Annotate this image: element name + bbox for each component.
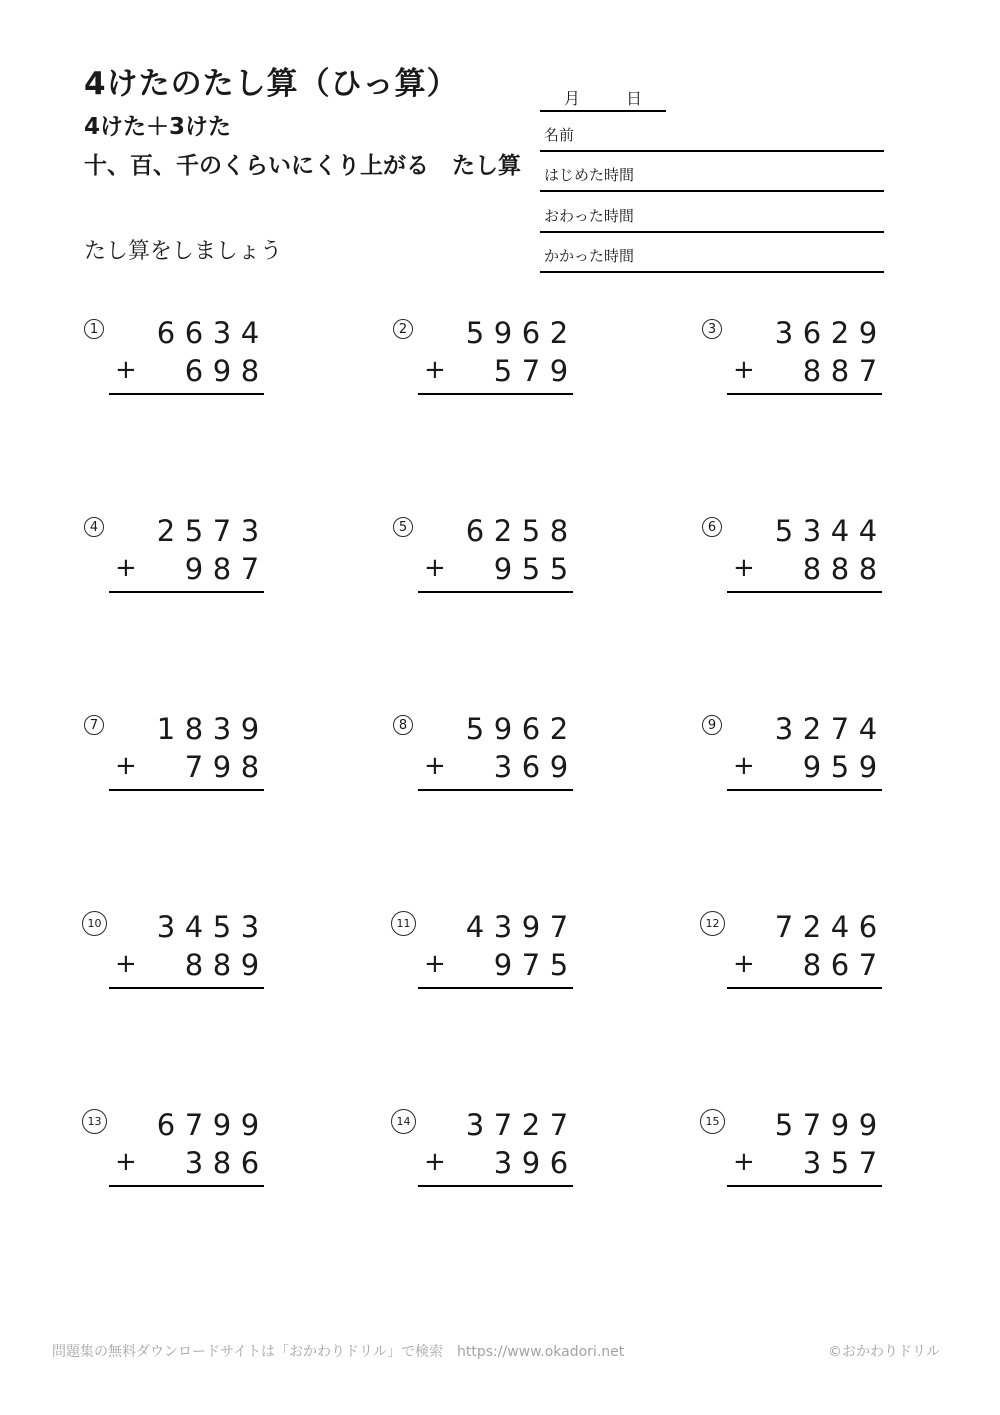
operand-digit: 2	[549, 711, 569, 746]
problem-calc	[109, 314, 264, 395]
operand-digit: 8	[802, 947, 822, 982]
problem-number: 8	[393, 715, 413, 735]
operand-digit: 6	[184, 353, 204, 388]
page-footer	[52, 1341, 940, 1361]
operand-digit: 8	[802, 551, 822, 586]
operand-digit: 7	[858, 1145, 878, 1180]
operand-digit: 3	[465, 1107, 485, 1142]
problems-grid	[84, 314, 882, 1187]
operand-digit: 3	[493, 1145, 513, 1180]
operand-digit: 5	[521, 551, 541, 586]
plus-operator: +	[733, 355, 755, 385]
plus-operator: +	[733, 949, 755, 979]
operand-digit: 5	[830, 749, 850, 784]
operand-digit: 3	[212, 315, 232, 350]
top-operand	[109, 1106, 264, 1144]
operand-digit: 9	[858, 315, 878, 350]
operand-digit: 5	[521, 513, 541, 548]
operand-digit: 6	[184, 315, 204, 350]
operand-digit: 5	[465, 315, 485, 350]
top-operand	[727, 1106, 882, 1144]
operand-digit: 7	[858, 353, 878, 388]
operand-digit: 9	[240, 947, 260, 982]
top-operand	[418, 314, 573, 352]
operand-digit: 9	[858, 749, 878, 784]
problem-number: 7	[84, 715, 104, 735]
operand-digit: 9	[240, 711, 260, 746]
operand-digit: 5	[830, 1145, 850, 1180]
operand-digit: 9	[212, 749, 232, 784]
operand-digit: 6	[549, 1145, 569, 1180]
operand-digit: 6	[858, 909, 878, 944]
operand-digit: 6	[521, 749, 541, 784]
addition-problem	[702, 1106, 882, 1187]
footer-copyright: ©おかわりドリル	[828, 1344, 940, 1360]
addition-problem	[393, 512, 573, 593]
operand-digit: 8	[212, 1145, 232, 1180]
top-operand	[109, 908, 264, 946]
bottom-operand	[418, 352, 573, 390]
month-label: 月	[563, 88, 580, 108]
bottom-operand	[418, 550, 573, 588]
operand-digit: 8	[184, 947, 204, 982]
operand-digit: 2	[521, 1107, 541, 1142]
operand-digit: 7	[240, 551, 260, 586]
operand-digit: 3	[802, 1145, 822, 1180]
problem-calc	[418, 1106, 573, 1187]
problem-calc	[727, 710, 882, 791]
problem-calc	[109, 1106, 264, 1187]
top-operand	[418, 710, 573, 748]
operand-digit: 5	[212, 909, 232, 944]
operand-digit: 9	[830, 1107, 850, 1142]
operand-digit: 9	[493, 315, 513, 350]
bottom-operand	[727, 352, 882, 390]
operand-digit: 6	[830, 947, 850, 982]
operand-digit: 2	[830, 315, 850, 350]
operand-digit: 3	[493, 909, 513, 944]
operand-digit: 3	[212, 711, 232, 746]
problem-number: 1	[84, 319, 104, 339]
operand-digit: 2	[156, 513, 176, 548]
problem-calc	[418, 908, 573, 989]
addition-problem	[393, 908, 573, 989]
operand-digit: 5	[774, 513, 794, 548]
problem-number: 5	[393, 517, 413, 537]
addition-problem	[702, 710, 882, 791]
bottom-operand	[109, 352, 264, 390]
bottom-operand	[418, 748, 573, 786]
operand-digit: 7	[493, 1107, 513, 1142]
operand-digit: 4	[858, 513, 878, 548]
bottom-operand	[109, 550, 264, 588]
plus-operator: +	[733, 751, 755, 781]
operand-digit: 3	[493, 749, 513, 784]
operand-digit: 7	[549, 1107, 569, 1142]
operand-digit: 5	[184, 513, 204, 548]
operand-digit: 6	[156, 315, 176, 350]
footer-site-note: 問題集の無料ダウンロードサイトは「おかわりドリル」で検索 https://www.okadori.net	[52, 1344, 625, 1360]
bottom-operand	[727, 946, 882, 984]
problem-number: 13	[82, 1109, 107, 1134]
top-operand	[109, 512, 264, 550]
operand-digit: 2	[493, 513, 513, 548]
plus-operator: +	[115, 1147, 137, 1177]
day-label: 日	[626, 88, 643, 108]
bottom-operand	[727, 1144, 882, 1182]
operand-digit: 7	[184, 749, 204, 784]
bottom-operand	[109, 946, 264, 984]
operand-digit: 4	[184, 909, 204, 944]
top-operand	[109, 710, 264, 748]
addition-problem	[84, 710, 264, 791]
addition-problem	[702, 314, 882, 395]
operand-digit: 8	[830, 353, 850, 388]
problem-calc	[109, 710, 264, 791]
plus-operator: +	[424, 355, 446, 385]
operand-digit: 8	[549, 513, 569, 548]
operand-digit: 7	[802, 1107, 822, 1142]
problem-number: 15	[700, 1109, 725, 1134]
operand-digit: 6	[802, 315, 822, 350]
operand-digit: 3	[156, 909, 176, 944]
problem-calc	[727, 314, 882, 395]
operand-digit: 9	[240, 1107, 260, 1142]
operand-digit: 3	[774, 315, 794, 350]
addition-problem	[393, 1106, 573, 1187]
addition-problem	[702, 908, 882, 989]
operand-digit: 7	[830, 711, 850, 746]
start-time-field[interactable]	[540, 161, 884, 192]
operand-digit: 9	[493, 947, 513, 982]
plus-operator: +	[115, 949, 137, 979]
bottom-operand	[418, 1144, 573, 1182]
bottom-operand	[109, 1144, 264, 1182]
operand-digit: 7	[858, 947, 878, 982]
operand-digit: 9	[184, 551, 204, 586]
operand-digit: 7	[521, 353, 541, 388]
plus-operator: +	[115, 751, 137, 781]
operand-digit: 5	[774, 1107, 794, 1142]
bottom-operand	[418, 946, 573, 984]
end-time-field[interactable]	[540, 202, 884, 233]
top-operand	[418, 908, 573, 946]
problem-number: 11	[391, 911, 416, 936]
operand-digit: 6	[521, 315, 541, 350]
operand-digit: 9	[549, 353, 569, 388]
operand-digit: 3	[802, 513, 822, 548]
top-operand	[727, 908, 882, 946]
operand-digit: 9	[549, 749, 569, 784]
problem-number: 4	[84, 517, 104, 537]
operand-digit: 8	[240, 353, 260, 388]
operand-digit: 5	[493, 353, 513, 388]
operand-digit: 7	[184, 1107, 204, 1142]
addition-problem	[702, 512, 882, 593]
operand-digit: 3	[184, 1145, 204, 1180]
plus-operator: +	[733, 553, 755, 583]
operand-digit: 5	[549, 947, 569, 982]
start-time-label: はじめた時間	[544, 166, 635, 184]
addition-problem	[84, 908, 264, 989]
operand-digit: 8	[802, 353, 822, 388]
operand-digit: 6	[521, 711, 541, 746]
problem-number: 14	[391, 1109, 416, 1134]
top-operand	[418, 512, 573, 550]
operand-digit: 9	[493, 551, 513, 586]
date-field[interactable]	[540, 84, 666, 112]
problem-calc	[109, 908, 264, 989]
top-operand	[727, 710, 882, 748]
plus-operator: +	[424, 949, 446, 979]
plus-operator: +	[115, 553, 137, 583]
operand-digit: 4	[858, 711, 878, 746]
plus-operator: +	[424, 751, 446, 781]
top-operand	[418, 1106, 573, 1144]
operand-digit: 3	[240, 909, 260, 944]
operand-digit: 6	[465, 513, 485, 548]
name-label: 名前	[544, 126, 575, 144]
addition-problem	[84, 1106, 264, 1187]
problem-calc	[727, 908, 882, 989]
operand-digit: 7	[521, 947, 541, 982]
problem-calc	[418, 710, 573, 791]
problem-calc	[109, 512, 264, 593]
problem-calc	[418, 512, 573, 593]
operand-digit: 8	[212, 947, 232, 982]
operand-digit: 5	[549, 551, 569, 586]
top-operand	[727, 512, 882, 550]
subtitle-carry-description: 十、百、千のくらいにくり上がる たし算	[84, 153, 521, 180]
problem-calc	[727, 512, 882, 593]
problem-calc	[727, 1106, 882, 1187]
subtitle-digit-pattern: 4けた＋3けた	[84, 114, 232, 141]
operand-digit: 5	[465, 711, 485, 746]
plus-operator: +	[115, 355, 137, 385]
addition-problem	[393, 314, 573, 395]
operand-digit: 9	[212, 1107, 232, 1142]
name-field[interactable]	[540, 121, 884, 152]
addition-problem	[84, 314, 264, 395]
top-operand	[727, 314, 882, 352]
problem-number: 3	[702, 319, 722, 339]
operand-digit: 2	[802, 711, 822, 746]
operand-digit: 8	[240, 749, 260, 784]
problem-number: 12	[700, 911, 725, 936]
operand-digit: 7	[549, 909, 569, 944]
operand-digit: 2	[549, 315, 569, 350]
duration-label: かかった時間	[544, 247, 635, 265]
plus-operator: +	[424, 553, 446, 583]
operand-digit: 6	[156, 1107, 176, 1142]
bottom-operand	[109, 748, 264, 786]
operand-digit: 6	[240, 1145, 260, 1180]
operand-digit: 1	[156, 711, 176, 746]
bottom-operand	[727, 748, 882, 786]
addition-problem	[84, 512, 264, 593]
instruction-text: たし算をしましょう	[84, 239, 283, 264]
operand-digit: 9	[802, 749, 822, 784]
operand-digit: 8	[184, 711, 204, 746]
problem-calc	[418, 314, 573, 395]
plus-operator: +	[733, 1147, 755, 1177]
operand-digit: 2	[802, 909, 822, 944]
operand-digit: 7	[774, 909, 794, 944]
bottom-operand	[727, 550, 882, 588]
operand-digit: 9	[493, 711, 513, 746]
operand-digit: 4	[830, 909, 850, 944]
title-block	[84, 64, 521, 182]
operand-digit: 9	[521, 1145, 541, 1180]
plus-operator: +	[424, 1147, 446, 1177]
end-time-label: おわった時間	[544, 207, 634, 225]
operand-digit: 8	[212, 551, 232, 586]
operand-digit: 8	[858, 551, 878, 586]
problem-number: 6	[702, 517, 722, 537]
operand-digit: 7	[212, 513, 232, 548]
operand-digit: 3	[774, 711, 794, 746]
operand-digit: 3	[240, 513, 260, 548]
problem-number: 10	[82, 911, 107, 936]
problem-number: 9	[702, 715, 722, 735]
operand-digit: 4	[240, 315, 260, 350]
operand-digit: 9	[521, 909, 541, 944]
problem-number: 2	[393, 319, 413, 339]
operand-digit: 8	[830, 551, 850, 586]
addition-problem	[393, 710, 573, 791]
page-title: 4けたのたし算（ひっ算）	[84, 66, 459, 102]
operand-digit: 4	[830, 513, 850, 548]
operand-digit: 9	[212, 353, 232, 388]
operand-digit: 4	[465, 909, 485, 944]
operand-digit: 9	[858, 1107, 878, 1142]
duration-field[interactable]	[540, 242, 884, 273]
top-operand	[109, 314, 264, 352]
